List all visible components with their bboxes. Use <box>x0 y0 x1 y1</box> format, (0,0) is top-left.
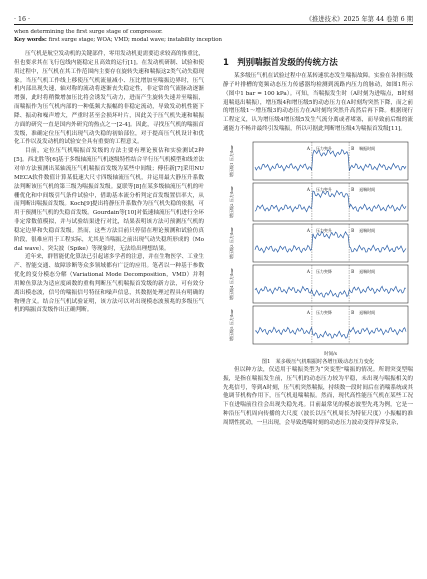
pressure-trace <box>255 150 406 171</box>
panel-ylabel: 增压级5 压力/bar <box>229 308 234 341</box>
header-rule <box>14 24 413 25</box>
marker-a-label: A <box>306 227 310 233</box>
keywords-label: Key words: <box>14 37 47 43</box>
left-column <box>14 50 204 570</box>
intro-paragraph-1: 压气机是航空发动机的关键部件，零用发动机更需要追求较高的推重比，但也要求其在飞行包线内能稳定且高效的运行[1]。在发动机研制、试验和使用过程中，压气机在其工作范围内主要存在旋转失速和喘振这2类气动失稳现象。当压气机工作线上移使压气机流量减小、压比增加至喘振边界时，压气机内部出现失速，轴对称的流动将逐渐丧失稳定性，非定常的气流脉动逐渐增强，此时将稍微增加压比将会诱发气动力，进而产生旋转失速并至喘振，而喘振作为压气机内部的一种低频大振幅的非稳定流动，导致发动机性能下降、振动和噪声增大，严重时甚至会损坏叶片，因此关于压气机失速和喘振方面的研究一直是国内外研究的热点之一[2-4]。因此，寻找压气机的喘振首发级，准确定位压气机出现气动失稳的初始部位，对于提高压气机设计和优化工作以及发动机的试验安全具有重要的工程意义。 <box>14 51 204 146</box>
marker-a-label: A <box>306 268 310 274</box>
marker-b-label: B <box>351 268 355 274</box>
annotation-time: 退喘时间 <box>359 186 376 192</box>
pressure-chart <box>223 138 413 358</box>
page-number: · 16 · <box>14 16 31 23</box>
figure-caption: 图1 某多级压气机喘振时各增压级动态压力变化 <box>261 358 375 365</box>
panel-ylabel: 增压级4 压力/bar <box>229 267 234 300</box>
panel-ylabel: 增压级3 压力/bar <box>229 226 234 259</box>
pressure-trace <box>255 286 406 297</box>
marker-b-label: B <box>351 145 355 151</box>
annotation-time: 喘振时间 <box>359 145 376 151</box>
marker-a-label: A <box>306 309 310 315</box>
journal-title: 《推进技术》2025 年第 44 卷第 6 期 <box>305 16 413 23</box>
page-header <box>14 9 413 23</box>
annotation-pressure: 压力突升 <box>315 186 332 192</box>
intro-paragraph-3: 近年来，群智能优化算法已引起诸多学者的注意，并在生物医学、工业生产、智能交通、故障诊断等众多领域都有广泛的应用。笔者以一种基于参数优化的变分模态分解（Variational Mode Decomposition，VMD）并利用鲸鱼算法为适应度函数的重构判断压气机喘振首发级的新方法，可有效分离出模态波，信号的喘振信号特征和噪声信息，其数据处理过程具有明确的物理含义。结合压气机试验证明，该方法可以对出现模态波预兆的多级压气机的喘振首发级作出正确判断。 <box>14 254 204 314</box>
keywords-text: first surge stage; WOA; VMD; modal wave; instability inception <box>48 37 222 43</box>
marker-b-label: B <box>351 186 355 192</box>
x-axis-label: 时间/s <box>324 351 337 357</box>
pressure-trace <box>255 232 406 253</box>
annotation-pressure: 压力突降 <box>315 309 332 315</box>
right-column <box>223 50 413 570</box>
abstract-tail: when determining the first surge stage of compressor. <box>14 29 163 35</box>
marker-a-label: A <box>306 186 310 192</box>
keywords-line <box>14 36 413 44</box>
annotation-pressure: 压力突升 <box>315 145 332 151</box>
figure-1 <box>223 138 413 358</box>
intro-paragraph-2: 目前，定位压气机喘振首发级的方法主要有理论预估和实验测试2种[5]。西北胜等[6]基于多级轴流压气机逐级特性结合平行压气机模型和线差法对单方法预测出某轴流压气机喘振首发级为某些中间级；傅佳新[7]采用NUMECA软件数值计算某低速大尺寸四级轴流压气机，并运用最大静压升系数法判断该压气机的第三级为喘振首发级。夏联等[8]在某多级轴流压气机的叶栅优化和中间级引气条件试验中，借助基本流分析判定首发级置信率大，从而判断出喘振首发级。Koch[9]提出将静压升系数作为压气机失稳的依据，可用于预测压气机的失稳首发级。Gourdain等[10]对低速轴流压气机进行全环非定常数值模拟，并与试验结果进行对比，结果表明该方法可预测压气机的稳定边界和失稳首发级。然而，这些方法目前只停留在理论预测和试验仿真阶段，很难应用于工程实际，尤其是当喘振之前出现气动失稳所形成的（Modal wave）、突尖波（Spike）等现象时，无法给出理想结果。 <box>14 148 204 252</box>
panel-ylabel: 增压级1 压力/bar <box>229 144 234 177</box>
marker-a-label: A <box>306 145 310 151</box>
section-paragraph-2: 但以种方法，仅适用于喘振类型为“突变型”喘振的情况。所谓突变型喘振，是指在喘振发生前，压气机的动态压力较为平稳，未出现与喘振相关的先兆信号，等到A时刻，压气机突然喘振，持续数一段时间后在消喘系统或其他调节机构作用下，压气机退喘喘振。然而，现代高性能压气机在某些工况下在进喘前往往会出现失稳先兆。目前最常见的模态波型先兆为例，它是一种沿压气机周向传播的大尺度（波长以压气机周长为特征尺度）小振幅的准周期性扰动，一旦出现，会导致透喘时刻的动态压力波动变得异常复杂， <box>223 366 413 426</box>
marker-b-label: B <box>351 227 355 233</box>
annotation-time: 退喘时间 <box>359 268 376 274</box>
annotation-time: 退喘时间 <box>359 309 376 315</box>
pressure-trace <box>255 327 406 338</box>
annotation-pressure: 压力突降 <box>315 268 332 274</box>
section-title: 1 判别喘振首发级的传统方法 <box>223 57 338 67</box>
section-paragraph-1: 某多级压气机在试验过程中在某转速状态发生喘振故障。实验在各排压级静子叶排槽的宽频动态压力传感器均检测到流路内压力的脉动，如图1所示（图中1 bar = 100 kPa）。可知，当喘振发生时（A时刻为进喘点，B时刻退喘退出喘振），增压级4和增压级5的动态压力在A时刻均突然下降，而之前的增压级1～增压级3的动态压力在A时刻均突然升高然后再下降。根据现行工程定义，认为增压级4增压级5发生气流分离或者堵塞，而导致前后级的流通能力不畅并最终引发喘振，所以可据此判断增压级4为喘振首发级[11]。 <box>223 73 413 133</box>
marker-b-label: B <box>351 309 355 315</box>
panel-ylabel: 增压级2 压力/bar <box>229 185 234 218</box>
pressure-trace <box>255 191 406 212</box>
english-abstract <box>14 28 413 44</box>
annotation-pressure: 压力突升 <box>315 227 332 233</box>
annotation-time: 退喘时间 <box>359 227 376 233</box>
